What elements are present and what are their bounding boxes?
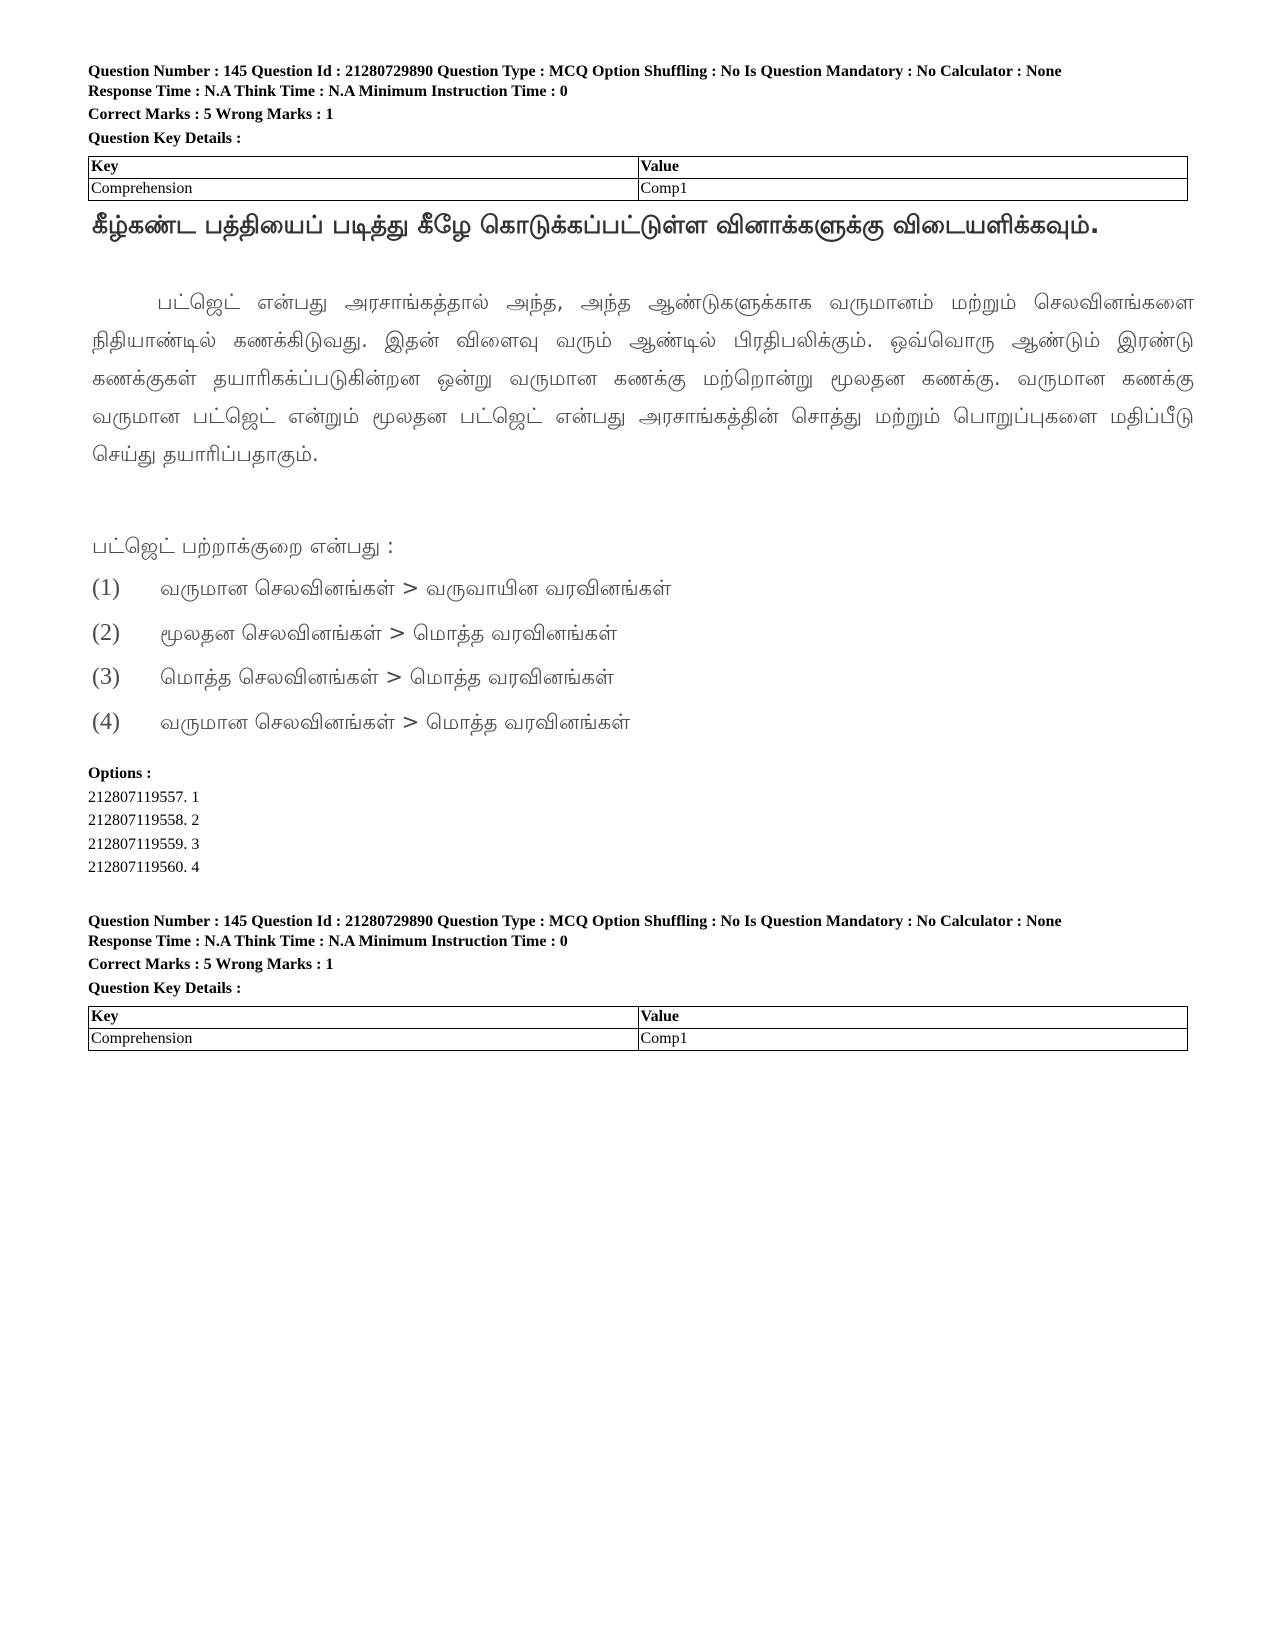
table-header-row <box>89 1007 1188 1029</box>
key-details-table-1-wrap <box>88 150 1188 201</box>
choice-text: மூலதன செலவினங்கள் > மொத்த வரவினங்கள் <box>160 620 618 645</box>
table-header-value: Value <box>638 157 1188 179</box>
table-header-value: Value <box>638 1007 1188 1029</box>
key-details-table <box>88 1006 1188 1051</box>
table-cell-key: Comprehension <box>89 179 639 201</box>
key-details-label: Question Key Details : <box>88 979 242 997</box>
question-meta-line: Question Number : 145 Question Id : 21280729890 Question Type : MCQ Option Shuffling : No Is Question Mandatory : No Calculator : None <box>88 63 1062 80</box>
answer-choices <box>92 566 1194 744</box>
comprehension-question: பட்ஜெட் பற்றாக்குறை என்பது : <box>92 534 394 558</box>
options-label: Options : <box>88 765 152 782</box>
key-details-table <box>88 156 1188 201</box>
table-cell-key: Comprehension <box>89 1029 639 1051</box>
table-row <box>89 1029 1188 1051</box>
choice-number: (4) <box>92 708 120 735</box>
response-time-line: Response Time : N.A Think Time : N.A Minimum Instruction Time : 0 <box>88 82 568 100</box>
key-details-table-2-wrap <box>88 1000 1188 1051</box>
table-header-key: Key <box>89 157 639 179</box>
question-header-2 <box>88 912 1188 998</box>
table-cell-value: Comp1 <box>638 1029 1188 1051</box>
option-item: 212807119557. 1 <box>88 788 200 806</box>
choice-number: (2) <box>92 619 120 646</box>
choice-number: (3) <box>92 664 120 690</box>
choice-text: வருமான செலவினங்கள் > மொத்த வரவினங்கள் <box>160 709 631 734</box>
table-cell-value: Comp1 <box>638 179 1188 201</box>
option-item: 212807119559. 3 <box>88 835 200 853</box>
question-meta-line: Question Number : 145 Question Id : 21280729890 Question Type : MCQ Option Shuffling : No Is Question Mandatory : No Calculator : None <box>88 913 1062 930</box>
choice-number: (1) <box>92 575 120 601</box>
question-header-1 <box>88 62 1188 148</box>
comprehension-passage: பட்ஜெட் என்பது அரசாங்கத்தால் அந்த, அந்த ஆண்டுகளுக்காக வருமானம் மற்றும் செலவினங்களை நிதியாண்டில் கணக்கிடுவது. இதன் விளைவு வரும் ஆண்டில் பிரதிபலிக்கும். ஒவ்வொரு ஆண்டும் இரண்டு கணக்குகள் தயாரிகக்ப்படுகின்றன ஒன்று வருமான கணக்கு மற்றொன்று மூலதன கணக்கு. வருமான கணக்கு வருமான பட்ஜெட் என்றும் மூலதன பட்ஜெட் என்பது அரசாங்கத்தின் சொத்து மற்றும் பொறுப்புகளை மதிப்பீடு செய்து தயாரிப்பதாகும். <box>92 290 1194 466</box>
response-time-line: Response Time : N.A Think Time : N.A Minimum Instruction Time : 0 <box>88 932 568 950</box>
option-item: 212807119558. 2 <box>88 812 200 829</box>
answer-choice <box>92 566 1194 611</box>
option-item: 212807119560. 4 <box>88 859 200 876</box>
answer-choice <box>92 700 1194 745</box>
table-header-key: Key <box>89 1007 639 1029</box>
comprehension-instruction: கீழ்கண்ட பத்தியைப் படித்து கீழே கொடுக்கப்பட்டுள்ள வினாக்களுக்கு விடையளிக்கவும். <box>92 210 1100 239</box>
marks-line: Correct Marks : 5 Wrong Marks : 1 <box>88 956 334 973</box>
options-list <box>88 762 199 880</box>
table-header-row <box>89 157 1188 179</box>
choice-text: வருமான செலவினங்கள் > வருவாயின வரவினங்கள் <box>160 576 672 600</box>
choice-text: மொத்த செலவினங்கள் > மொத்த வரவினங்கள் <box>160 665 614 689</box>
answer-choice <box>92 611 1194 656</box>
key-details-label: Question Key Details : <box>88 129 242 147</box>
table-row <box>89 179 1188 201</box>
marks-line: Correct Marks : 5 Wrong Marks : 1 <box>88 106 334 123</box>
answer-choice <box>92 655 1194 700</box>
